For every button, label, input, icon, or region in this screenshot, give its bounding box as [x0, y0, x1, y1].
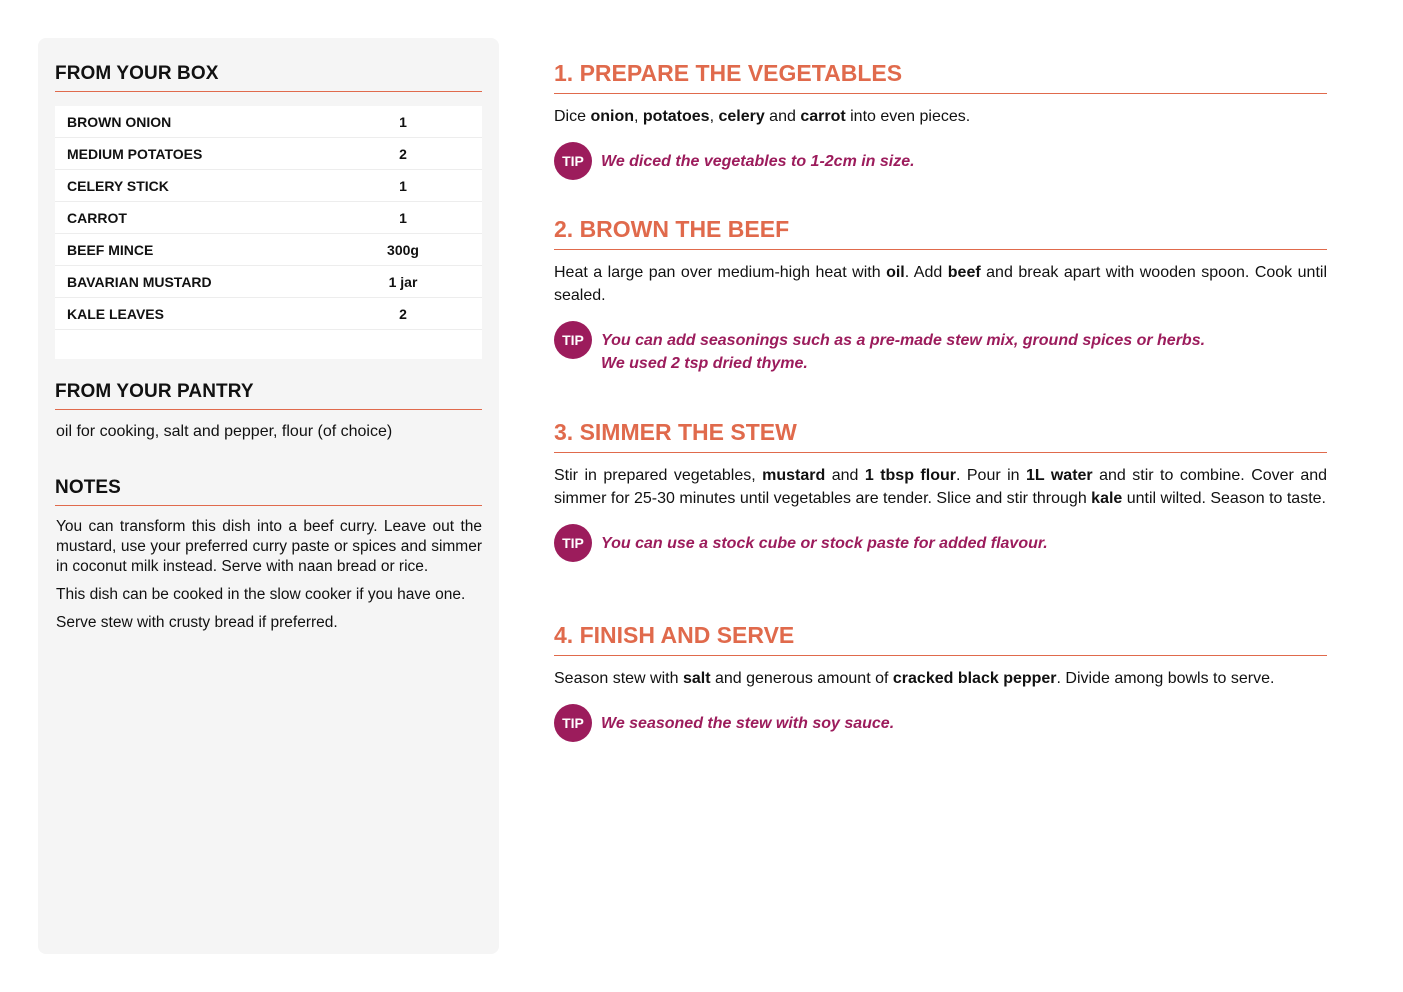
tip	[554, 704, 1327, 742]
ingredient-emphasis: salt	[682, 670, 711, 687]
note-paragraph: You can transform this dish into a beef curry. Leave out the mustard, use your preferred curry paste or spices and simmer in coconut milk instead. Serve with naan bread or rice.	[56, 518, 482, 575]
step-3	[554, 419, 1327, 562]
ingredient-name: BROWN ONION	[67, 113, 172, 130]
ingredient-row	[55, 106, 482, 138]
from-your-box-heading: FROM YOUR BOX	[55, 63, 482, 92]
instruction-text: and break apart with wooden spoon. Cook until sealed.	[554, 264, 1328, 304]
ingredient-qty: 2	[399, 305, 407, 322]
tip-badge: TIP	[554, 321, 592, 359]
tip-text	[601, 142, 915, 173]
tip-badge: TIP	[554, 704, 592, 742]
tip	[554, 524, 1327, 562]
ingredient-name: BEEF MINCE	[67, 241, 154, 258]
ingredient-emphasis: oil	[886, 264, 905, 281]
tip-line: We diced the vegetables to 1-2cm in size.	[601, 153, 915, 170]
instruction-text: Heat a large pan over medium-high heat with	[554, 264, 887, 281]
ingredient-emphasis: kale	[1091, 490, 1123, 507]
notes-heading: NOTES	[55, 477, 482, 506]
tip-line: You can use a stock cube or stock paste for added flavour.	[601, 535, 1048, 552]
ingredient-emphasis: cracked black pepper	[892, 670, 1057, 687]
instruction-text: and generous amount of	[710, 670, 893, 687]
ingredient-emphasis: onion	[590, 108, 634, 125]
instruction-text: Stir in prepared vegetables,	[554, 467, 763, 484]
ingredient-qty: 300g	[387, 241, 419, 258]
step-2	[554, 216, 1327, 375]
step-title: 2. BROWN THE BEEF	[554, 216, 1327, 250]
ingredient-qty: 1 jar	[388, 273, 418, 290]
instruction-text: Dice	[554, 108, 591, 125]
ingredient-emphasis: mustard	[762, 467, 826, 484]
ingredient-emphasis: 1 tbsp flour	[864, 467, 956, 484]
instruction-text: and stir to combine. Cover and simmer for 25-30 minutes until vegetables are tender. Slice and stir through	[554, 467, 1328, 507]
ingredient-row	[55, 266, 482, 298]
ingredient-row	[55, 298, 482, 330]
instruction-text: into even pieces.	[845, 108, 971, 125]
step-body	[554, 261, 1327, 307]
tip-text	[601, 704, 894, 735]
step-body	[554, 464, 1327, 510]
ingredient-emphasis: 1L water	[1026, 467, 1093, 484]
from-your-pantry-heading: FROM YOUR PANTRY	[55, 381, 482, 410]
step-1	[554, 60, 1327, 180]
instruction-text: ,	[709, 108, 719, 125]
instruction-text: and	[764, 108, 801, 125]
ingredient-emphasis: potatoes	[642, 108, 710, 125]
ingredient-qty: 2	[399, 145, 407, 162]
instruction-text: . Add	[904, 264, 948, 281]
step-4	[554, 622, 1327, 742]
tip-text	[601, 321, 1205, 375]
ingredient-row	[55, 234, 482, 266]
step-body	[554, 105, 1327, 128]
tip	[554, 321, 1327, 375]
ingredient-name: CARROT	[67, 209, 127, 226]
ingredient-qty: 1	[399, 209, 407, 226]
instruction-text: Season stew with	[554, 670, 683, 687]
note-paragraph: Serve stew with crusty bread if preferred.	[56, 614, 338, 631]
pantry-items: oil for cooking, salt and pepper, flour (of choice)	[56, 423, 393, 440]
tip-line: We seasoned the stew with soy sauce.	[601, 715, 895, 732]
ingredients-panel	[38, 38, 499, 954]
instruction-text: and	[825, 467, 865, 484]
ingredient-emphasis: beef	[947, 264, 981, 281]
instruction-text: until wilted. Season to taste.	[1122, 490, 1326, 507]
ingredient-row	[55, 138, 482, 170]
tip-line: You can add seasonings such as a pre-made stew mix, ground spices or herbs.	[601, 332, 1206, 349]
ingredient-qty: 1	[399, 113, 407, 130]
instruction-text: ,	[634, 108, 643, 125]
step-title: 3. SIMMER THE STEW	[554, 419, 1327, 453]
step-body	[554, 667, 1327, 690]
notes-body	[56, 517, 482, 641]
ingredient-row	[55, 202, 482, 234]
ingredients-table	[55, 106, 482, 359]
ingredient-name: CELERY STICK	[67, 177, 169, 194]
tip-text	[601, 524, 1048, 555]
ingredient-name: BAVARIAN MUSTARD	[67, 273, 212, 290]
ingredient-name: KALE LEAVES	[67, 305, 164, 322]
tip	[554, 142, 1327, 180]
step-title: 4. FINISH AND SERVE	[554, 622, 1327, 656]
tip-line: We used 2 tsp dried thyme.	[601, 355, 808, 372]
tip-badge: TIP	[554, 142, 592, 180]
note-paragraph: This dish can be cooked in the slow cooker if you have one.	[56, 586, 466, 603]
step-title: 1. PREPARE THE VEGETABLES	[554, 60, 1327, 94]
ingredient-qty: 1	[399, 177, 407, 194]
ingredient-row	[55, 170, 482, 202]
tip-badge: TIP	[554, 524, 592, 562]
instruction-text: . Divide among bowls to serve.	[1056, 670, 1275, 687]
ingredient-emphasis: carrot	[800, 108, 846, 125]
ingredient-emphasis: celery	[718, 108, 765, 125]
ingredient-name: MEDIUM POTATOES	[67, 145, 203, 162]
instruction-text: . Pour in	[955, 467, 1027, 484]
